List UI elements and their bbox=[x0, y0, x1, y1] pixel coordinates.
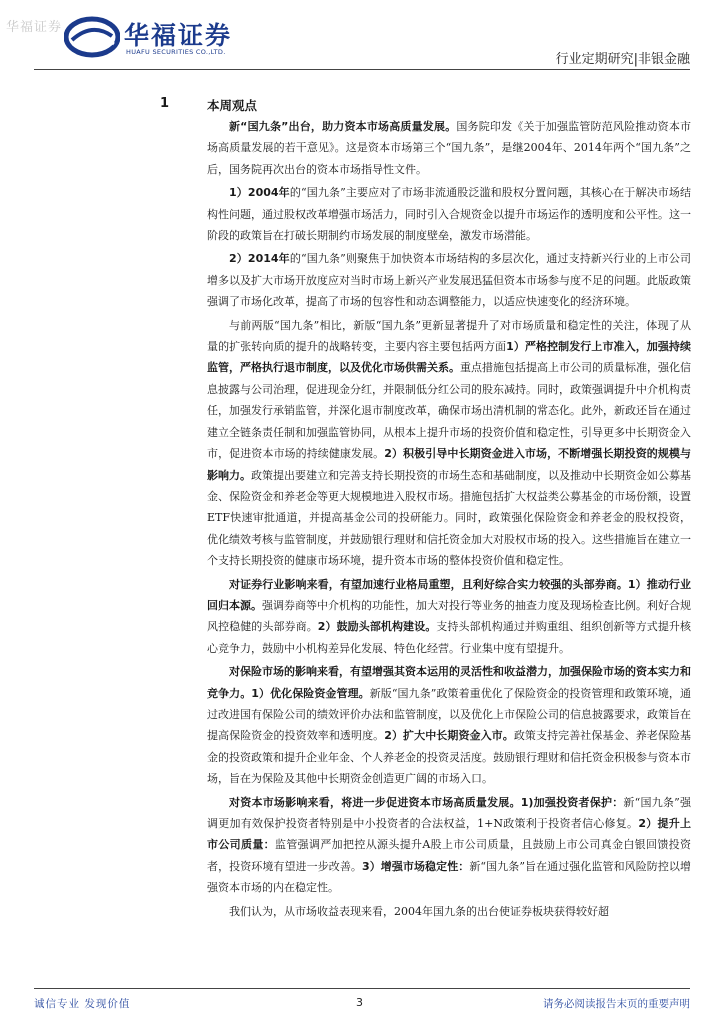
body-paragraph bbox=[207, 116, 691, 180]
body-paragraph bbox=[207, 182, 691, 246]
bold-text-run: 2）鼓励头部机构建设。 bbox=[317, 620, 437, 634]
text-run: 的“国九条”主要应对了市场非流通股泛滥和股权分置问题，其核心在于解决市场结构性问题，通过股权改革增强市场活力，同时引入合规资金以提升市场运作的透明度和公平性。这一阶段的政策旨在打破长期制约市场发展的制度壁垒，激发市场潜能。 bbox=[207, 186, 691, 243]
bold-text-run: 3）增强市场稳定性： bbox=[361, 859, 470, 873]
text-run: 支持头部机构通过并购重组、组织创新等方式提升核心竞争力，鼓励中小机构差异化发展、特色化经营。行业集中度有望提升。 bbox=[207, 620, 692, 655]
bold-text-run: 新“国九条”出台，助力资本市场高质量发展。 bbox=[229, 120, 457, 133]
text-run: 的“国九条”则聚焦于加快资本市场结构的多层次化，通过支持新兴行业的上市公司增多以及扩大市场开放度应对当时市场上新兴产业发展迅猛但资本市场参与度不足的问题。此版政策强调了市场化改革，提高了市场的包容性和动态调整能力，以适应快速变化的经济环境。 bbox=[207, 252, 691, 309]
bold-text-run: 对保险市场的影响来看，有望增强其资本运用的灵活性和收益潜力，加强保险市场的资本实力和竞争力。1）优化保险资金管理。 bbox=[207, 665, 691, 700]
body-paragraph bbox=[207, 792, 691, 899]
footer-disclaimer: 请务必阅读报告末页的重要声明 bbox=[543, 998, 690, 1010]
bold-text-run: 2）提升上市公司质量： bbox=[207, 817, 692, 852]
section-title: 本周观点 bbox=[207, 98, 258, 113]
bold-text-run: 1）2004年 bbox=[229, 186, 290, 200]
text-run: 新版“国九条”政策着重优化了保险资金的投资管理和政策环境，通过改进国有保险公司的绩效评价办法和监管制度，以及优化上市保险公司的信息披露要求，政策旨在提高保险资金的投资效率和透明度。 bbox=[207, 686, 692, 743]
text-run: 强调券商等中介机构的功能性，加大对投行等业务的抽查力度及现场检查比例。利好合规风控稳健的头部券商。 bbox=[207, 598, 691, 634]
report-body bbox=[207, 96, 691, 924]
page-number: 3 bbox=[356, 996, 363, 1009]
bold-text-run: 对证券行业影响来看，有望加速行业格局重塑，且利好综合实力较强的头部券商。1）推动行业回归本源。 bbox=[207, 577, 691, 612]
body-paragraph bbox=[207, 661, 691, 789]
logo-name-en: HUAFU SECURITIES CO.,LTD. bbox=[126, 48, 226, 56]
header-divider bbox=[34, 69, 690, 70]
body-paragraph bbox=[207, 901, 691, 922]
section-number: 1 bbox=[160, 96, 170, 111]
text-run: 我们认为，从市场收益表现来看，2004年国九条的出台使证券板块获得较好超 bbox=[229, 904, 609, 918]
paragraph-list bbox=[207, 116, 691, 922]
body-paragraph bbox=[207, 248, 691, 312]
text-run: 监管强调严加把控从源头提升A股上市公司质量，且鼓励上市公司真金白银回馈投资者，投资环境有望进一步改善。 bbox=[207, 838, 691, 873]
text-run: 新“国九条”强调更加有效保护投资者特别是中小投资者的合法权益，1+N政策利于投资者信心修复。 bbox=[207, 795, 691, 830]
bold-text-run: 对资本市场影响来看，将进一步促进资本市场高质量发展。1)加强投资者保护： bbox=[229, 795, 624, 809]
body-paragraph bbox=[207, 574, 691, 660]
bold-text-run: 2）积极引导中长期资金进入市场，不断增强长期投资的规模与影响力。 bbox=[207, 447, 692, 482]
text-run: 政策支持完善社保基金、养老保险基金的投资政策和提升企业年金、个人养老金的投资灵活度。鼓励银行理财和信托资金积极参与资本市场，旨在为保险及其他中长期资金创造更广阔的市场入口。 bbox=[207, 729, 692, 786]
huafu-logo-icon bbox=[64, 16, 120, 58]
text-run: 国务院印发《关于加强监管防范风险推动资本市场高质量发展的若干意见》。这是资本市场第三个“国九条”，是继2004年、2014年两个“国九条”之后，国务院再次出台的资本市场指导性文件。 bbox=[207, 120, 692, 176]
logo-name-cn: 华福证券 bbox=[124, 21, 233, 50]
watermark-text: 华福证券 bbox=[6, 20, 63, 35]
report-category: 行业定期研究|非银金融 bbox=[555, 52, 690, 67]
footer-slogan: 诚信专业 发现价值 bbox=[34, 998, 131, 1010]
body-paragraph bbox=[207, 315, 691, 572]
footer-divider bbox=[34, 988, 690, 989]
bold-text-run: 1）严格控制发行上市准入，加强持续监管，严格执行退市制度，以及优化市场供需关系。 bbox=[207, 340, 692, 375]
company-logo bbox=[64, 12, 274, 60]
text-run: 新“国九条”旨在通过强化监管和风险防控以增强资本市场的内在稳定性。 bbox=[207, 859, 691, 895]
text-run: 与前两版“国九条”相比，新版“国九条”更新显著提升了对市场质量和稳定性的关注，体现了从量的扩张转向质的提升的战略转变，主要内容主要包括两方面 bbox=[207, 318, 691, 354]
bold-text-run: 2）扩大中长期资金入市。 bbox=[384, 729, 514, 743]
text-run: 政策提出要建立和完善支持长期投资的市场生态和基础制度，以及推动中长期资金如公募基金、保险资金和养老金等更大规模地进入股权市场。措施包括扩大权益类公募基金的市场份额，设置ETF快速审批通道，并提高基金公司的投研能力。同时，政策强化保险资金和养老金的股权投资，优化绩效考核与监管制度，并鼓励银行理财和信托资金加大对股权市场的投入。这些措施旨在建立一个支持长期投资的健康市场环境，提升资本市场的整体投资价值和稳定性。 bbox=[207, 468, 691, 568]
bold-text-run: 2）2014年 bbox=[229, 252, 290, 266]
text-run: 重点措施包括提高上市公司的质量标准，强化信息披露与公司治理，促进现金分红，并限制低分红公司的股东减持。同时，政策强调提升中介机构责任，加强发行承销监管，并深化退市制度改革，确保市场出清机制的常态化。此外，新政还旨在通过建立全链条责任制和加强监管协同，从根本上提升市场的投资价值和稳定性，引导更多中长期资金入市，促进资本市场的持续健康发展。 bbox=[207, 361, 691, 461]
